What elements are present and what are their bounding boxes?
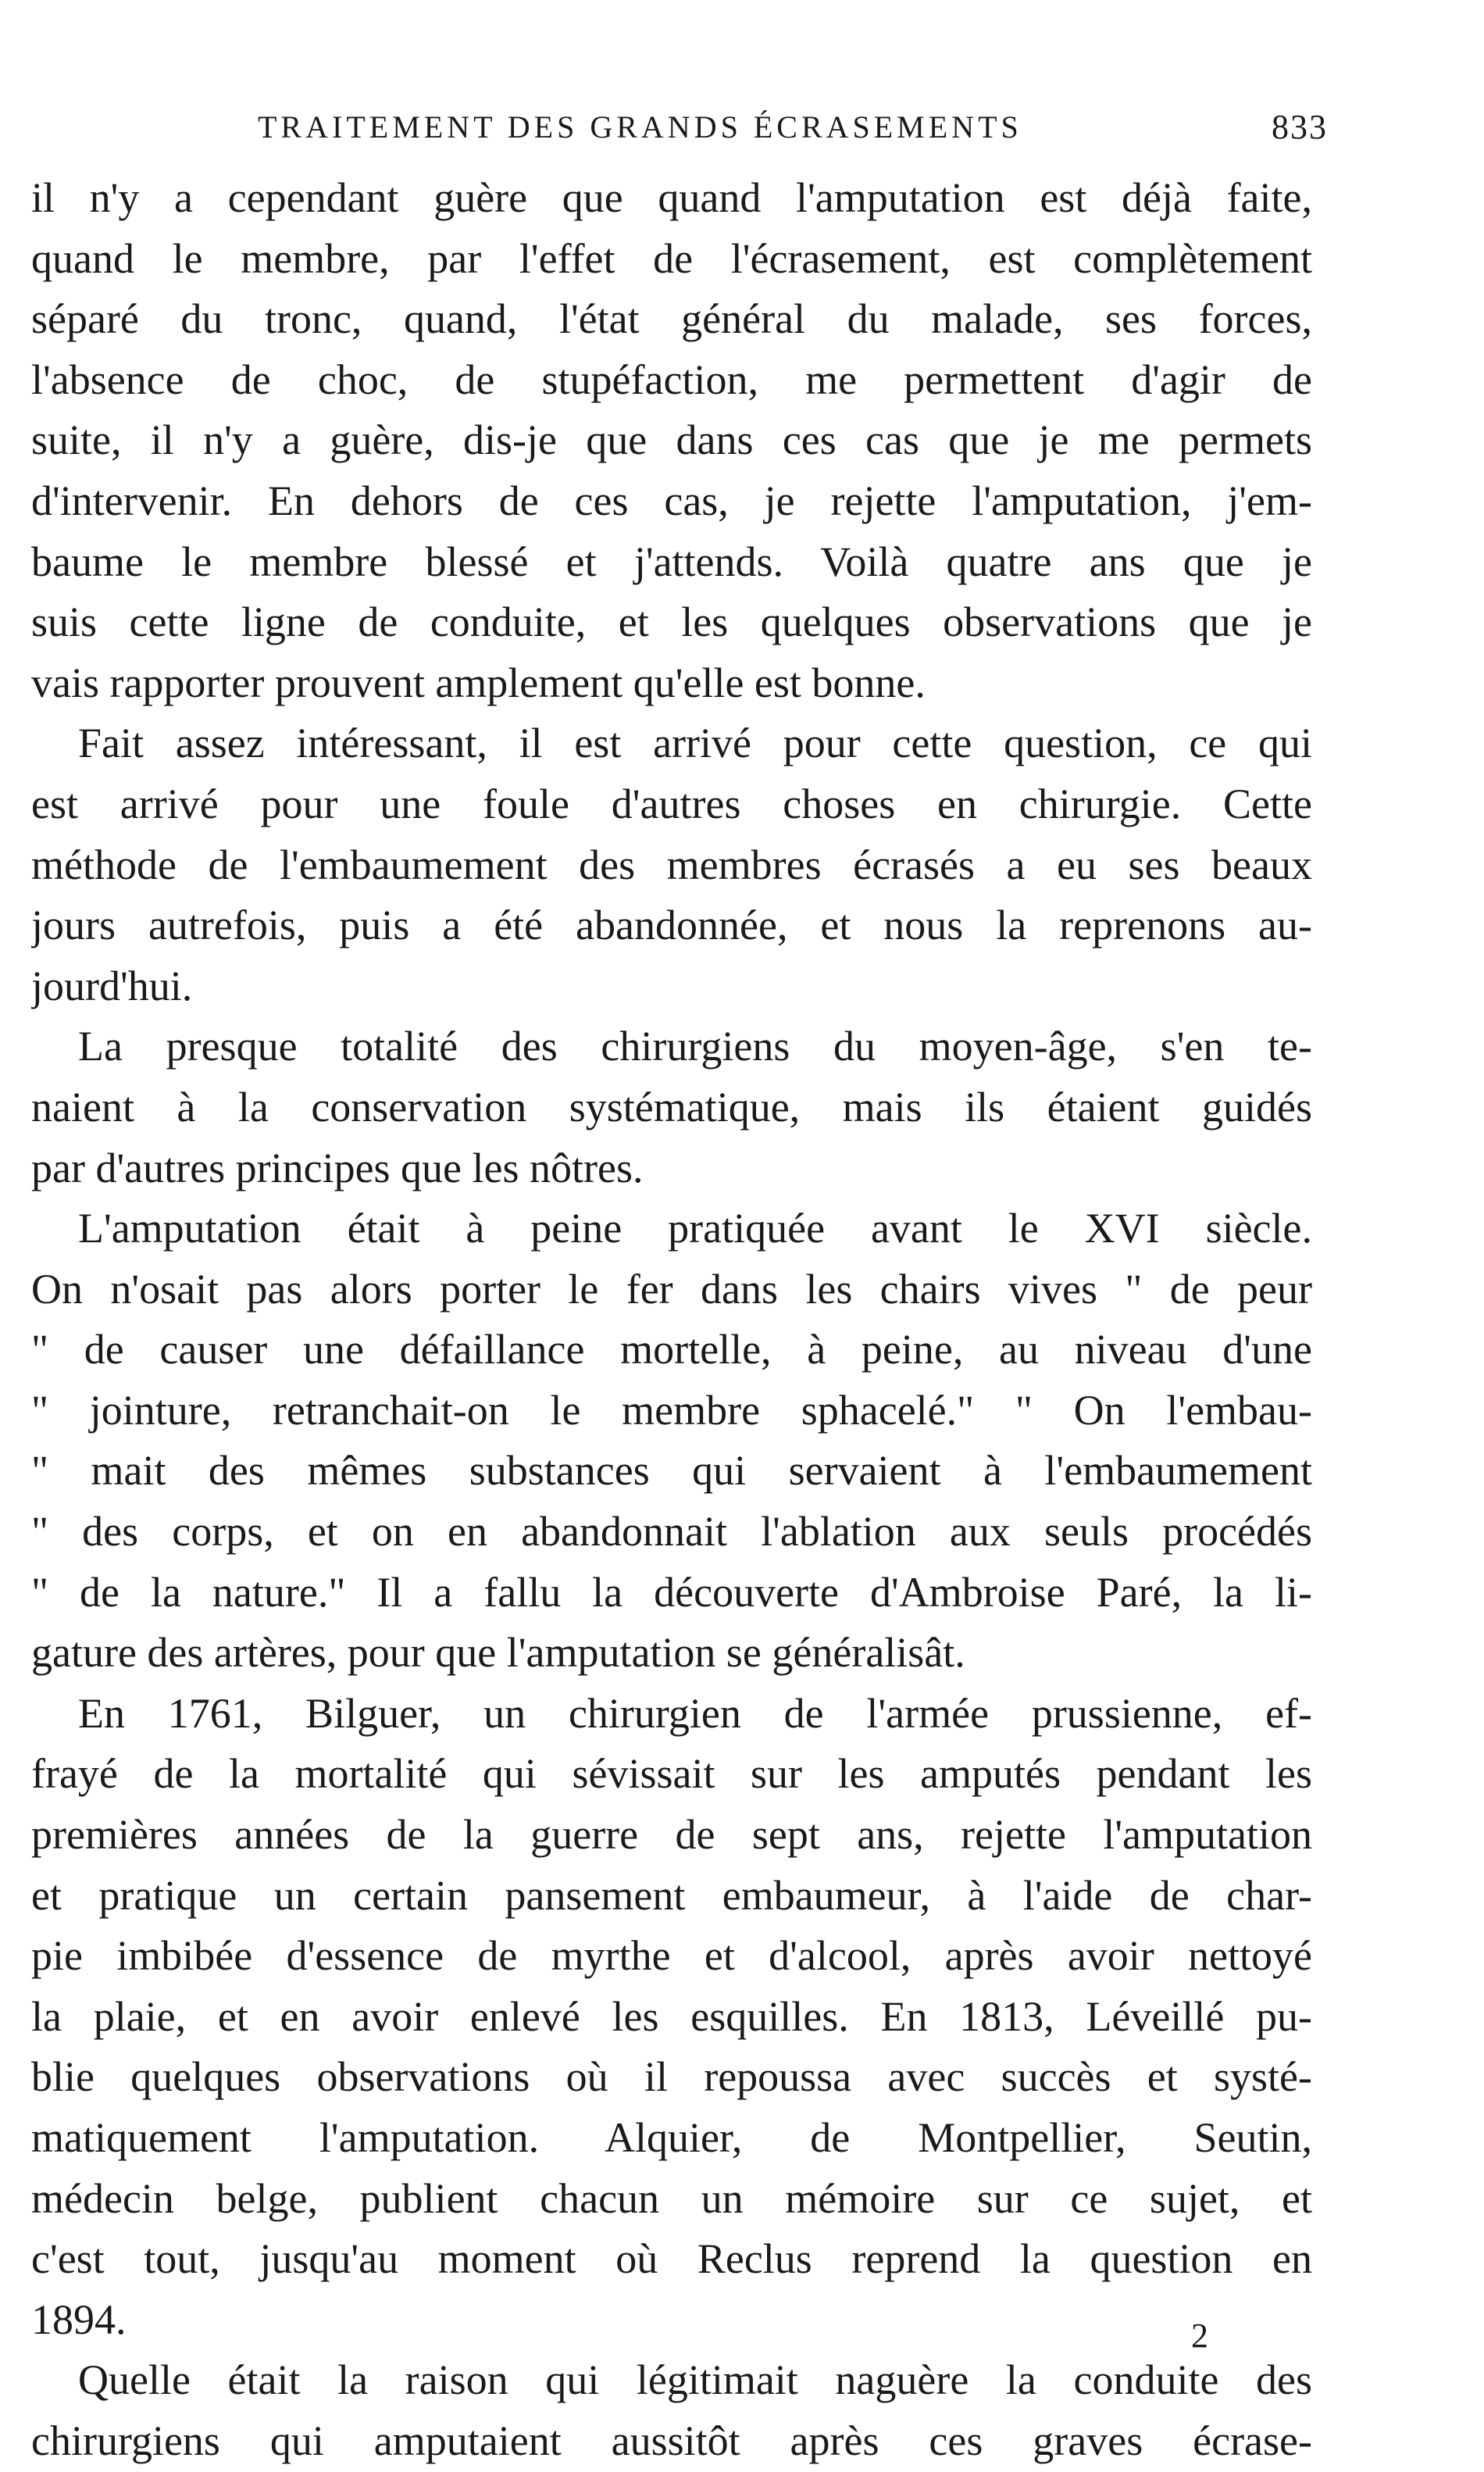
text-line: par d'autres principes que les nôtres. [31,1144,644,1191]
paragraph [31,168,1312,713]
paragraph [31,1016,1312,1198]
text-line: suite, il n'y a guère, dis-je que dans ces cas que je me permets [31,416,1312,464]
text-line: " de causer une défaillance mortelle, à peine, au niveau d'une [31,1326,1312,1374]
text-line: " mait des mêmes substances qui servaient à l'embaumement [31,1447,1312,1495]
text-line: " jointure, retranchait-on le membre sphacelé." " On l'embau- [31,1386,1312,1434]
text-line: En 1761, Bilguer, un chirurgien de l'armée prussienne, ef- [78,1689,1312,1737]
text-line: chirurgiens qui amputaient aussitôt après ces graves écrase- [31,2417,1312,2464]
text-line: séparé du tronc, quand, l'état général du malade, ses forces, [31,295,1312,343]
text-line: L'amputation était à peine pratiquée avant le XVI siècle. [78,1205,1312,1252]
paragraph [31,1684,1312,2351]
text-line: pie imbibée d'essence de myrthe et d'alcool, après avoir nettoyé [31,1932,1312,1980]
running-header [258,100,1328,155]
text-line: est arrivé pour une foule d'autres choses en chirurgie. Cette [31,780,1312,827]
text-line: c'est tout, jusqu'au moment où Reclus reprend la question en [31,2235,1312,2283]
text-line: d'intervenir. En dehors de ces cas, je rejette l'amputation, j'em- [31,477,1312,524]
text-line: " de la nature." Il a fallu la découverte d'Ambroise Paré, la li- [31,1568,1312,1616]
paragraph [31,2350,1312,2471]
text-line: gature des artères, pour que l'amputation se généralisât. [31,1629,965,1677]
page-number: 833 [1272,108,1328,146]
text-line: jourd'hui. [31,962,193,1009]
text-line: et pratique un certain pansement embaumeur, à l'aide de char- [31,1871,1312,1919]
text-line: 1894. [31,2295,127,2343]
text-line: On n'osait pas alors porter le fer dans les chairs vives " de peur [31,1265,1312,1313]
text-line: blie quelques observations où il repoussa avec succès et systé- [31,2053,1312,2101]
text-line: médecin belge, publient chacun un mémoire sur ce sujet, et [31,2174,1312,2222]
paragraph [31,713,1312,1016]
running-title: TRAITEMENT DES GRANDS ÉCRASEMENTS [258,109,1022,145]
text-line: Fait assez intéressant, il est arrivé pour cette question, ce qui [78,720,1312,767]
text-line: La presque totalité des chirurgiens du moyen-âge, s'en te- [78,1023,1312,1070]
paragraph [31,1198,1312,1684]
text-line: quand le membre, par l'effet de l'écrasement, est complètement [31,234,1312,282]
text-line: matiquement l'amputation. Alquier, de Montpellier, Seutin, [31,2114,1312,2161]
text-line: la plaie, et en avoir enlevé les esquilles. En 1813, Léveillé pu- [31,1992,1312,2040]
text-line: premières années de la guerre de sept ans, rejette l'amputation [31,1811,1312,1859]
text-line: l'absence de choc, de stupéfaction, me permettent d'agir de [31,355,1312,403]
text-line: méthode de l'embaumement des membres écrasés a eu ses beaux [31,841,1312,888]
text-line: il n'y a cependant guère que quand l'amputation est déjà faite, [31,174,1312,221]
body-text [31,168,1312,2472]
text-line: jours autrefois, puis a été abandonnée, et nous la reprenons au- [31,902,1312,949]
signature-mark: 2 [1191,2317,1208,2355]
text-line: " des corps, et on en abandonnait l'ablation aux seuls procédés [31,1508,1312,1556]
text-line: naient à la conservation systématique, mais ils étaient guidés [31,1083,1312,1131]
text-line: Quelle était la raison qui légitimait naguère la conduite des [78,2356,1312,2404]
text-line: suis cette ligne de conduite, et les quelques observations que je [31,598,1312,646]
text-line: vais rapporter prouvent amplement qu'elle est bonne. [31,659,926,706]
text-line: baume le membre blessé et j'attends. Voilà quatre ans que je [31,538,1312,585]
text-line: frayé de la mortalité qui sévissait sur les amputés pendant les [31,1750,1312,1798]
